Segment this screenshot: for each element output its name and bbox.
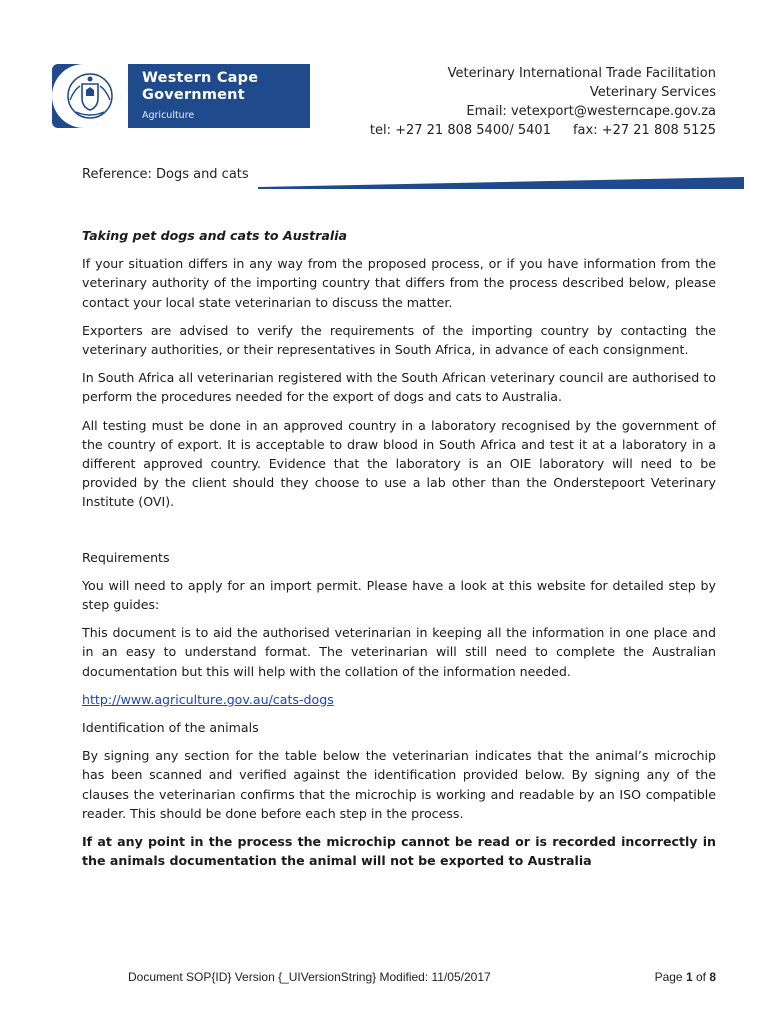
contact-block (370, 64, 716, 140)
page-total: 8 (709, 970, 716, 984)
microchip-warning: If at any point in the process the microchip cannot be read or is recorded incorrectly in the animals documentation the animal will not be exported to Australia (82, 834, 716, 869)
paragraph-microchip: By signing any section for the table below the veterinarian indicates that the animal’s microchip has been scanned and verified against the identification provided below. By signing any of the clauses the veterinarian confirms that the microchip is working and readable by an ISO compatible reader. This should be done before each step in the process. (82, 748, 716, 821)
paragraph-testing: All testing must be done in an approved country in a laboratory recognised by the government of the country of export. It is acceptable to draw blood in South Africa and test it at a laboratory in a different approved country. Evidence that the laboratory is an OIE laboratory will need to be provided by the client should they choose to use a lab other than the Onderstepoort Veterinary Institute (OVI). (82, 417, 716, 510)
page-current: 1 (685, 970, 693, 984)
document-version-info: Document SOP{ID} Version {_UIVersionString} Modified: 11/05/2017 (128, 970, 491, 984)
page-number (655, 970, 716, 984)
section-heading: Taking pet dogs and cats to Australia (82, 228, 348, 243)
paragraph-veterinarians: In South Africa all veterinarian registered with the South African veterinary council are authorised to perform the procedures needed for the export of dogs and cats to Australia. (82, 370, 716, 405)
tel-number: tel: +27 21 808 5400/ 5401 (369, 123, 551, 138)
department-name: Veterinary International Trade Facilitation (447, 66, 716, 81)
header-divider-wedge (258, 177, 744, 189)
reference-line: Reference: Dogs and cats (82, 167, 249, 182)
crest-panel (52, 64, 128, 128)
document-body (82, 226, 716, 870)
logo-line-western-cape: Western Cape (142, 70, 259, 86)
email-line: Email: vetexport@westerncape.gov.za (466, 104, 716, 119)
service-name: Veterinary Services (589, 85, 716, 100)
western-cape-government-logo (52, 64, 310, 128)
logo-line-agriculture: Agriculture (142, 110, 195, 121)
fax-number: fax: +27 21 808 5125 (572, 123, 716, 138)
logo-line-government: Government (142, 87, 245, 103)
paragraph-situation: If your situation differs in any way from the proposed process, or if you have information from the veterinary authority of the importing country that differs from the process described below, please contact your local state veterinarian to discuss the matter. (82, 256, 716, 310)
paragraph-exporters: Exporters are advised to verify the requirements of the importing country by contacting the veterinary authorities, or their representatives in South Africa, in advance of each consignment. (82, 322, 716, 358)
paragraph-document-aid: This document is to aid the authorised veterinarian in keeping all the information in one place and in an easy to understand format. The veterinarian will still need to complete the Australian documentation but this will help with the collation of the information needed. (82, 625, 716, 679)
coat-of-arms-icon (62, 70, 118, 122)
identification-heading: Identification of the animals (82, 720, 259, 736)
page-footer (0, 970, 770, 990)
page-of: of (692, 970, 710, 984)
requirements-heading: Requirements (82, 549, 170, 565)
phone-line (370, 121, 716, 140)
page-prefix: Page (654, 970, 686, 984)
agriculture-link[interactable]: http://www.agriculture.gov.au/cats-dogs (82, 691, 334, 707)
paragraph-import-permit: You will need to apply for an import permit. Please have a look at this website for detailed step by step guides: (82, 577, 716, 613)
